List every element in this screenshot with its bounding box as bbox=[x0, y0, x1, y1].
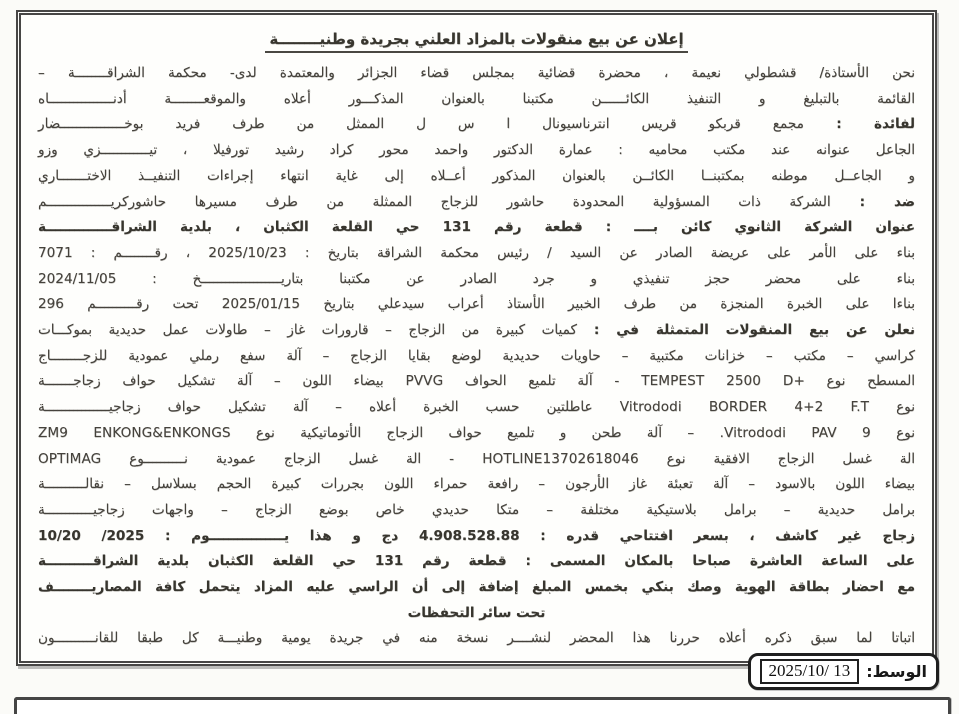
notice-line-text: اتباتا لما سبق ذكره أعلاه حررنا هذا المحضر لنشــــر نسخة منه في جريدة يومية وطنيـــة كل طبقا للقانــــــــــون bbox=[38, 630, 915, 647]
notice-text-line bbox=[38, 190, 915, 216]
notice-line-emphasis: لفائدة : bbox=[803, 116, 915, 133]
notice-line-text: كميات كبيرة من الزجاج – قارورات غاز – طاولات عمل حديدية بموكـــات bbox=[38, 322, 577, 339]
notice-text-line bbox=[38, 241, 915, 267]
notice-line-text: الشركة ذات المسؤولية المحدودة حاشور للزجاج الممثلة من طرف مسيرها حاشوركريــــــــــــــــم bbox=[38, 193, 831, 210]
auction-notice-frame bbox=[16, 10, 937, 666]
notice-text-line bbox=[38, 447, 915, 473]
notice-text-line bbox=[38, 292, 915, 318]
edition-date-value: 2025/10/ 13 bbox=[760, 659, 860, 684]
notice-line-emphasis: مع احضار بطاقة الهوية وصك بنكي بخمس المبلغ إضافة إلى أن الراسي عليه المزاد يتحمل كافة المصاريــــــــف bbox=[38, 579, 915, 596]
notice-line-text: برامل حديدية – برامل بلاستيكية مختلفة – متكا حديدي خاص بوضع الزجاج – واجهات زجاجيــــــــــــة bbox=[38, 501, 915, 518]
notice-line-text: بناء على محضر حجز تنفيذي و جرد الصادر عن مكتبنا بتاريــــــــــــــــــــخ : 2024/11/05 bbox=[38, 270, 915, 287]
notice-line-text: الة غسل الزجاج الافقية نوع HOTLINE13702618046 - الة غسل الزجاج عمودية نــــــــــوع OPTIMAG bbox=[38, 450, 915, 467]
notice-text-line bbox=[38, 421, 915, 447]
notice-text-line bbox=[38, 601, 915, 627]
notice-line-text: نوع Vitrododi BORDER 4+2 F.T عاطلتين حسب الخبرة أعلاه – آلة تشكيل حواف زجاجيــــــــــــــــة bbox=[38, 399, 915, 416]
notice-line-text: نحن الأستاذة/ قشطولي نعيمة ، محضرة قضائية بمجلس قضاء الجزائر والمعتمدة لدى- محكمة الشراقــــــــة – bbox=[38, 65, 915, 81]
notice-line-emphasis: نعلن عن بيع المنقولات المتمثلة في : bbox=[576, 322, 915, 339]
notice-line-text: نوع Vitrododi PAV 9. – آلة طحن و تلميع حواف الزجاج الأتوماتيكية نوع ZM9 ENKONG&ENKONGS bbox=[38, 424, 915, 441]
notice-line-text: بناء على الأمر على عريضة الصادر عن السيد / رئيس محكمة الشراقة بتاريخ : 2025/10/23 ، رقــــــــم : 7071 bbox=[38, 244, 915, 261]
notice-text-line bbox=[38, 138, 915, 164]
notice-text-line bbox=[38, 549, 915, 575]
notice-line-text: بيضاء اللون بالاسود – آلة تعبئة غاز الأرجون – رافعة حمراء اللون بجررات كبيرة الحجم بسلاسل – نقالــــــــــة bbox=[38, 476, 915, 493]
notice-line-emphasis: عنوان الشركة الثانوي كائن بــــ : قطعة رقم 131 حي القلعة الكثبان ، بلدية الشراقــــــــــــــة bbox=[38, 219, 915, 236]
notice-line-emphasis: زجاج غير كاشف ، بسعر افتتاحي قدره : 4.908.528.88 دج و هذا يــــــــــــــــوم : 2025/ 10/20 bbox=[38, 527, 915, 544]
notice-line-text: المسطح نوع +TEMPEST 2500 D - آلة تلميع الحواف PVVG بيضاء اللون – آلة تشكيل حواف زجاجـــــــة bbox=[38, 373, 915, 390]
notice-title bbox=[21, 30, 932, 48]
notice-text-line bbox=[38, 395, 915, 421]
notice-line-text: كراسي – مكتب – خزانات مكتبية – حاويات حديدية لوضع بقايا الزجاج – آلة سفع رملي عمودية للزجــــــــاج bbox=[38, 347, 915, 364]
notice-text-line bbox=[38, 164, 915, 190]
notice-line-text: القائمة بالتبليغ و التنفيذ الكائــــــن مكتبنا بالعنوان المذكـــور أعلاه والموقعــــــــة أدنــــــــــــــــاه bbox=[38, 90, 915, 107]
notice-line-text: و الجاعــل موطنه بمكتبنــا الكائــن بالعنوان المذكور أعــلاه إلى غاية انتهاء إجراءات التنفيــذ الاختـــــــاري bbox=[38, 167, 915, 184]
notice-text-line bbox=[38, 498, 915, 524]
notice-text-line bbox=[38, 267, 915, 293]
next-notice-frame-edge bbox=[14, 697, 951, 714]
notice-text-line bbox=[38, 575, 915, 601]
notice-title-text: إعلان عن بيع منقولات بالمزاد العلني بجريدة وطنيــــــــة bbox=[265, 30, 687, 53]
notice-text-line bbox=[38, 369, 915, 395]
notice-line-text: مجمع قربكو قريس انترناسيونال ا س ل الممثل من طرف فريد بوخــــــــــــــــضار bbox=[38, 116, 804, 133]
notice-text-line bbox=[38, 112, 915, 138]
notice-text-line bbox=[38, 318, 915, 344]
notice-line-emphasis: تحت سائر التحفظات bbox=[407, 604, 546, 621]
notice-body bbox=[38, 61, 915, 652]
notice-line-emphasis: على الساعة العاشرة صباحا بالمكان المسمى : قطعة رقم 131 حي القلعة الكثبان بلدية الشراقــــــــــة bbox=[38, 553, 915, 570]
notice-line-emphasis: ضد : bbox=[830, 193, 916, 210]
notice-line-text: بناءا على الخبرة المنجزة من طرف الخبير الأستاذ أعراب سيدعلي بتاريخ 2025/01/15 تحت رقــــــــــم 296 bbox=[38, 296, 915, 313]
edition-date-box bbox=[748, 653, 940, 690]
edition-region-label: الوسط: bbox=[866, 662, 927, 681]
notice-text-line bbox=[38, 626, 915, 652]
notice-text-line bbox=[38, 215, 915, 241]
notice-text-line bbox=[38, 472, 915, 498]
notice-text-line bbox=[38, 61, 915, 87]
notice-text-line bbox=[38, 344, 915, 370]
notice-text-line bbox=[38, 87, 915, 113]
notice-text-line bbox=[38, 524, 915, 550]
notice-line-text: الجاعل عنوانه عند مكتب محاميه : عمارة الدكتور واحمد محور كراد رشيد تورفيلا ، تيــــــــــــزي وزو bbox=[38, 142, 915, 159]
